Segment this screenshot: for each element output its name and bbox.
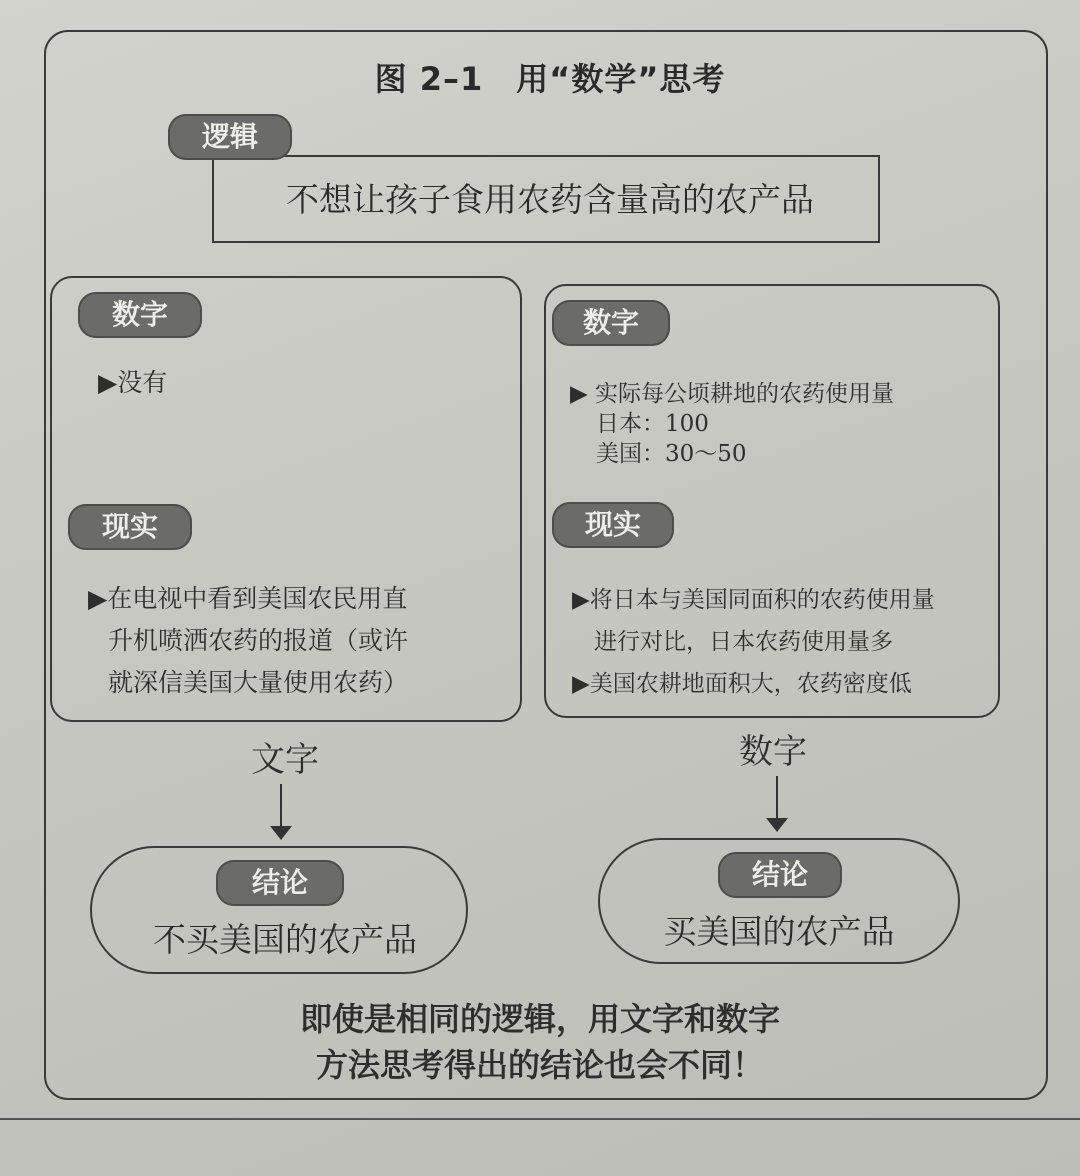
right-arrow-shaft bbox=[776, 776, 778, 824]
left-conclusion-text: 不买美国的农产品 bbox=[153, 920, 417, 959]
right-conclusion-tag: 结论 bbox=[718, 852, 842, 898]
right-reality-line-1: ▶将日本与美国同面积的农药使用量 bbox=[572, 587, 935, 613]
right-reality-line-2: 进行对比，日本农药使用量多 bbox=[594, 629, 893, 655]
right-number-line-3: 美国：30～50 bbox=[596, 441, 747, 467]
footer-line-2: 方法思考得出的结论也会不同！ bbox=[315, 1046, 764, 1084]
left-number-item: ▶没有 bbox=[98, 368, 168, 397]
left-reality-line-1: ▶在电视中看到美国农民用直 bbox=[88, 584, 408, 613]
left-arrow-label: 文字 bbox=[251, 740, 319, 780]
footer-line-1: 即使是相同的逻辑，用文字和数字 bbox=[299, 1000, 780, 1038]
right-arrow-head bbox=[766, 818, 788, 832]
logic-statement: 不想让孩子食用农药含量高的农产品 bbox=[286, 180, 814, 219]
left-reality-tag: 现实 bbox=[68, 504, 192, 550]
figure-title: 图 2–1 用“数学”思考 bbox=[374, 60, 726, 98]
footer-note bbox=[180, 996, 900, 1088]
right-number-tag: 数字 bbox=[552, 300, 670, 346]
right-number-line-1: ▶ 实际每公顷耕地的农药使用量 bbox=[570, 381, 894, 407]
right-conclusion-text: 买美国的农产品 bbox=[663, 912, 895, 951]
left-reality-line-2: 升机喷洒农药的报道（或许 bbox=[108, 626, 409, 655]
right-number-line-2: 日本：100 bbox=[596, 411, 709, 437]
page-bottom-rule bbox=[0, 1118, 1080, 1120]
left-arrow-shaft bbox=[280, 784, 282, 832]
left-arrow-head bbox=[270, 826, 292, 840]
right-reality-tag: 现实 bbox=[552, 502, 674, 548]
right-reality-line-3: ▶美国农耕地面积大，农药密度低 bbox=[572, 671, 912, 697]
right-arrow-label: 数字 bbox=[739, 732, 807, 772]
left-reality-line-3: 就深信美国大量使用农药） bbox=[108, 668, 409, 697]
left-number-tag: 数字 bbox=[78, 292, 202, 338]
left-conclusion-tag: 结论 bbox=[216, 860, 344, 906]
logic-tag: 逻辑 bbox=[168, 114, 292, 160]
